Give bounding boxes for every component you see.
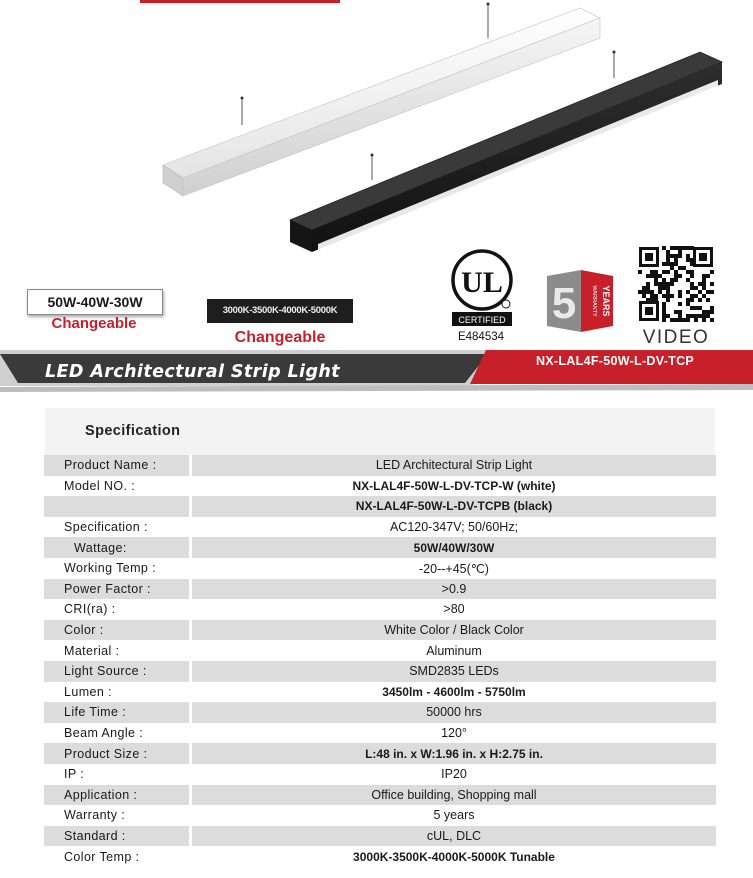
product-title: LED Architectural Strip Light	[45, 362, 341, 382]
spec-row-ip	[44, 764, 716, 785]
spec-row-specification	[44, 517, 716, 538]
spec-label: IP :	[64, 767, 85, 782]
spec-value: 5 years	[433, 808, 475, 823]
spec-label: Color :	[64, 623, 104, 638]
spec-label: Color Temp :	[64, 849, 140, 864]
spec-value: 3450lm - 4600lm - 5750lm	[382, 684, 526, 699]
svg-text:YEARS: YEARS	[601, 285, 611, 317]
spec-row-wattage	[44, 537, 716, 558]
spec-value: SMD2835 LEDs	[409, 664, 499, 679]
spec-label: Product Name :	[64, 458, 157, 473]
svg-text:CERTIFIED: CERTIFIED	[458, 315, 506, 325]
spec-value: Office building, Shopping mall	[371, 787, 537, 802]
spec-row-life-time	[44, 702, 716, 723]
spec-value: cUL, DLC	[426, 828, 482, 843]
spec-label: Working Temp :	[64, 561, 156, 576]
spec-row-standard	[44, 826, 716, 847]
spec-value: 120°	[441, 726, 467, 741]
spec-value: Aluminum	[426, 643, 482, 658]
spec-label: Beam Angle :	[64, 726, 144, 741]
spec-value: 50W/40W/30W	[413, 540, 495, 555]
spec-label: Lumen :	[64, 684, 112, 699]
warranty-5-years-badge	[541, 270, 613, 332]
spec-label: Wattage:	[74, 540, 127, 555]
spec-value: AC120-347V; 50/60Hz;	[389, 520, 519, 535]
spec-row-working-temp	[44, 558, 716, 579]
spec-value: L:48 in. x W:1.96 in. x H:2.75 in.	[365, 746, 543, 761]
spec-label: CRI(ra) :	[64, 602, 116, 617]
svg-text:WARRANTY: WARRANTY	[591, 285, 597, 317]
spec-value: NX-LAL4F-50W-L-DV-TCP-W (white)	[352, 478, 556, 493]
spec-value: -20--+45(℃)	[419, 561, 489, 576]
spec-row-product-name	[44, 455, 716, 476]
spec-row-power-factor	[44, 579, 716, 600]
svg-text:UL: UL	[461, 266, 503, 299]
spec-row-color-temp	[44, 846, 716, 867]
cct-badge: 3000K-3500K-4000K-5000K	[207, 299, 353, 323]
spec-row-warranty	[44, 805, 716, 826]
spec-label: Light Source :	[64, 664, 147, 679]
spec-label: Power Factor :	[64, 581, 151, 596]
spec-label: Specification :	[64, 520, 148, 535]
spec-value: >80	[443, 602, 465, 617]
spec-label: Model NO. :	[64, 478, 136, 493]
spec-label: Warranty :	[64, 808, 126, 823]
spec-label: Life Time :	[64, 705, 127, 720]
spec-value: LED Architectural Strip Light	[375, 458, 533, 473]
ul-certificate-code: E484534	[457, 331, 505, 343]
spec-label: Material :	[64, 643, 120, 658]
spec-value: 3000K-3500K-4000K-5000K Tunable	[353, 849, 555, 864]
spec-row-color	[44, 620, 716, 641]
spec-value: White Color / Black Color	[384, 623, 524, 638]
spec-row-model	[44, 476, 716, 497]
spec-value: NX-LAL4F-50W-L-DV-TCPB (black)	[355, 499, 553, 514]
spec-label: Standard :	[64, 828, 126, 843]
spec-row-cri	[44, 599, 716, 620]
spec-label: Product Size :	[64, 746, 148, 761]
spec-row-beam-angle	[44, 723, 716, 744]
model-number-tag: NX-LAL4F-50W-L-DV-TCP	[535, 354, 695, 368]
spec-heading: Specification	[85, 423, 181, 439]
ul-certified-logo	[450, 248, 514, 332]
spec-row-light-source	[44, 661, 716, 682]
spec-row-product-size	[44, 743, 716, 764]
qr-code[interactable]	[638, 246, 714, 322]
spec-row-model-2	[44, 496, 716, 517]
spec-row-application	[44, 785, 716, 806]
spec-value: >0.9	[441, 581, 467, 596]
wattage-badge: 50W-40W-30W	[27, 289, 163, 315]
spec-table	[44, 455, 716, 867]
spec-label: Application :	[64, 787, 138, 802]
spec-row-material	[44, 640, 716, 661]
video-label[interactable]: VIDEO	[642, 327, 710, 348]
svg-text:5: 5	[551, 279, 577, 328]
wattage-changeable-label: Changeable	[51, 315, 137, 332]
spec-value: IP20	[441, 767, 467, 782]
cct-changeable-label: Changeable	[234, 329, 326, 346]
spec-row-lumen	[44, 682, 716, 703]
spec-value: 50000 hrs	[426, 705, 482, 720]
